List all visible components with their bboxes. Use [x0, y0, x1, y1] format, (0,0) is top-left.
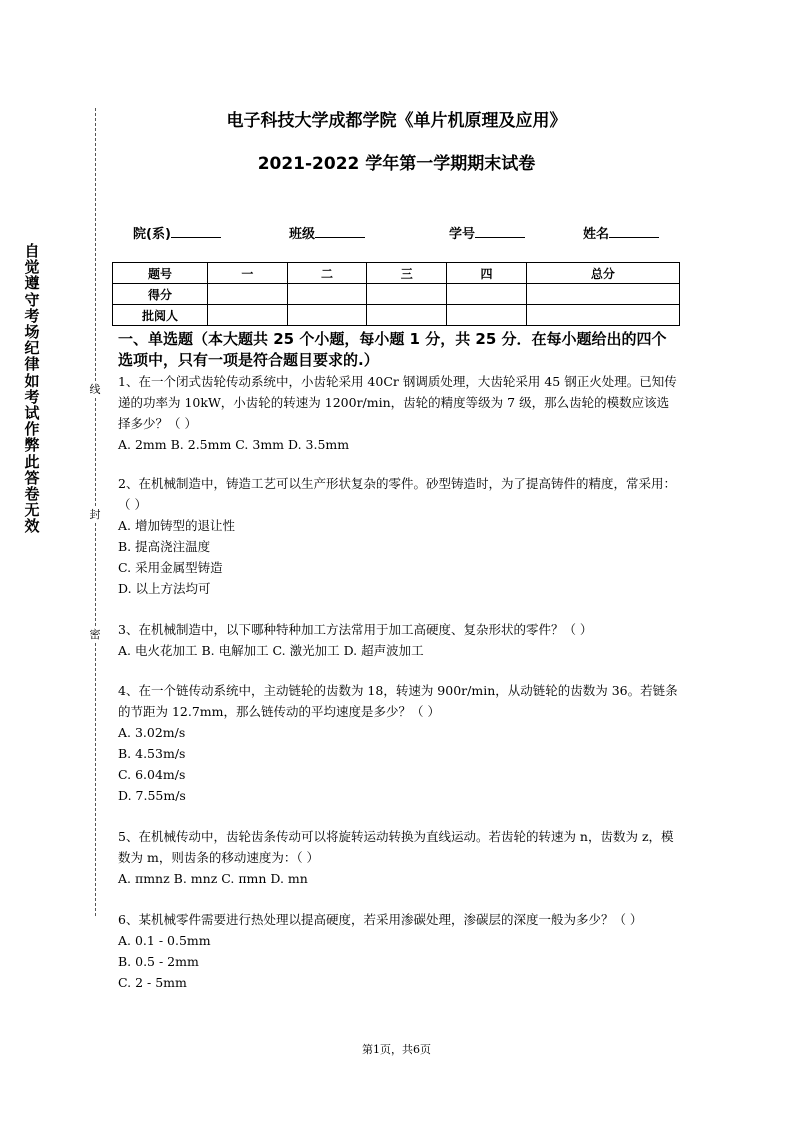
warning-char: 自 — [24, 242, 40, 260]
binding-mark-secret: 密 — [87, 628, 103, 642]
warning-char: 遵 — [24, 274, 40, 293]
question-3 — [118, 619, 678, 661]
page-footer: 第1页，共6页 — [362, 1043, 431, 1056]
grader-cell[interactable] — [208, 305, 288, 326]
score-cell[interactable] — [367, 284, 447, 305]
class-label: 班级 — [289, 227, 316, 242]
info-name — [583, 223, 659, 242]
question-text: 4、在一个链传动系统中，主动链轮的齿数为 18，转速为 900r/min，从动链轮的齿数为 36。若链条的节距为 12.7mm，那么链传动的平均速度是多少？（ ） — [118, 683, 678, 719]
warning-char: 效 — [24, 517, 40, 536]
warning-char: 无 — [24, 501, 40, 520]
warning-char: 答 — [24, 468, 40, 487]
score-cell[interactable] — [526, 284, 679, 305]
question-text: 1、在一个闭式齿轮传动系统中，小齿轮采用 40Cr 钢调质处理，大齿轮采用 45 钢正火处理。已知传递的功率为 10kW，小齿轮的转速为 1200r/min，齿轮的精度等级为 7 级，那么齿轮的模数应该选择多少？（ ） — [118, 374, 677, 431]
info-class — [289, 223, 365, 242]
score-table — [112, 262, 680, 326]
warning-char: 弊 — [24, 436, 40, 455]
student-no-label: 学号 — [449, 227, 476, 242]
grader-cell[interactable] — [447, 305, 527, 326]
question-text: 3、在机械制造中，以下哪种特种加工方法常用于加工高硬度、复杂形状的零件？（ ） — [118, 622, 593, 637]
binding-mark-seal: 封 — [87, 508, 103, 522]
score-row — [113, 284, 680, 305]
question-options: A. 2mm B. 2.5mm C. 3mm D. 3.5mm — [118, 437, 350, 452]
college-blank[interactable] — [171, 225, 221, 238]
section-header: 一、单选题（本大题共 25 个小题，每小题 1 分，共 25 分．在每小题给出的四个选项中，只有一项是符合题目要求的.） — [118, 330, 667, 369]
warning-char: 卷 — [24, 485, 40, 504]
warning-char: 考 — [24, 306, 40, 325]
integrity-warning — [22, 243, 42, 535]
exam-subtitle: 2021-2022 学年第一学期期末试卷 — [257, 154, 536, 174]
option-a: A. 0.1 - 0.5mm — [118, 933, 211, 948]
warning-char: 守 — [24, 290, 40, 309]
question-text: 2、在机械制造中，铸造工艺可以生产形状复杂的零件。砂型铸造时，为了提高铸件的精度，常采用：（ ） — [118, 476, 676, 512]
option-d: D. 以上方法均可 — [118, 581, 211, 596]
option-a: A. 3.02m/s — [118, 725, 186, 740]
score-table-header-row — [113, 263, 680, 284]
option-c: C. 2 - 5mm — [118, 975, 187, 990]
option-b: B. 4.53m/s — [118, 746, 186, 761]
warning-char: 如 — [24, 371, 40, 390]
header-cell: 三 — [367, 263, 447, 284]
warning-char: 考 — [24, 387, 40, 406]
binding-mark-line: 线 — [87, 383, 103, 397]
score-cell[interactable] — [447, 284, 527, 305]
header-cell: 题号 — [113, 263, 208, 284]
option-a: A. 增加铸型的退让性 — [118, 518, 235, 533]
warning-char: 觉 — [24, 258, 40, 277]
question-1 — [118, 371, 678, 455]
header-cell: 总分 — [526, 263, 679, 284]
row-label: 得分 — [113, 284, 208, 305]
score-cell[interactable] — [208, 284, 288, 305]
grader-row — [113, 305, 680, 326]
info-student-no — [449, 223, 525, 242]
option-c: C. 6.04m/s — [118, 767, 186, 782]
question-options: A. 电火花加工 B. 电解加工 C. 激光加工 D. 超声波加工 — [118, 643, 424, 658]
question-options: A. πmnz B. mnz C. πmn D. mn — [118, 871, 308, 886]
header-cell: 一 — [208, 263, 288, 284]
row-label: 批阅人 — [113, 305, 208, 326]
grader-cell[interactable] — [287, 305, 367, 326]
question-6 — [118, 909, 678, 993]
option-c: C. 采用金属型铸造 — [118, 560, 223, 575]
college-label: 院(系) — [133, 227, 171, 242]
option-b: B. 0.5 - 2mm — [118, 954, 199, 969]
exam-title: 电子科技大学成都学院《单片机原理及应用》 — [226, 111, 567, 131]
info-college — [133, 223, 221, 242]
warning-char: 纪 — [24, 339, 40, 358]
name-blank[interactable] — [609, 225, 659, 238]
question-text: 6、某机械零件需要进行热处理以提高硬度，若采用渗碳处理，渗碳层的深度一般为多少？（ ） — [118, 912, 643, 927]
question-5 — [118, 826, 678, 889]
warning-char: 律 — [24, 355, 40, 374]
student-no-blank[interactable] — [475, 225, 525, 238]
class-blank[interactable] — [315, 225, 365, 238]
header-cell: 二 — [287, 263, 367, 284]
grader-cell[interactable] — [526, 305, 679, 326]
warning-char: 此 — [24, 452, 40, 471]
header-cell: 四 — [447, 263, 527, 284]
grader-cell[interactable] — [367, 305, 447, 326]
option-b: B. 提高浇注温度 — [118, 539, 211, 554]
option-d: D. 7.55m/s — [118, 788, 186, 803]
score-cell[interactable] — [287, 284, 367, 305]
warning-char: 试 — [24, 404, 40, 423]
question-4 — [118, 680, 678, 806]
warning-char: 场 — [24, 323, 40, 342]
name-label: 姓名 — [583, 227, 610, 242]
warning-char: 作 — [24, 420, 40, 439]
question-text: 5、在机械传动中，齿轮齿条传动可以将旋转运动转换为直线运动。若齿轮的转速为 n，齿数为 z，模数为 m，则齿条的移动速度为：（ ） — [118, 829, 674, 865]
question-2 — [118, 473, 678, 599]
